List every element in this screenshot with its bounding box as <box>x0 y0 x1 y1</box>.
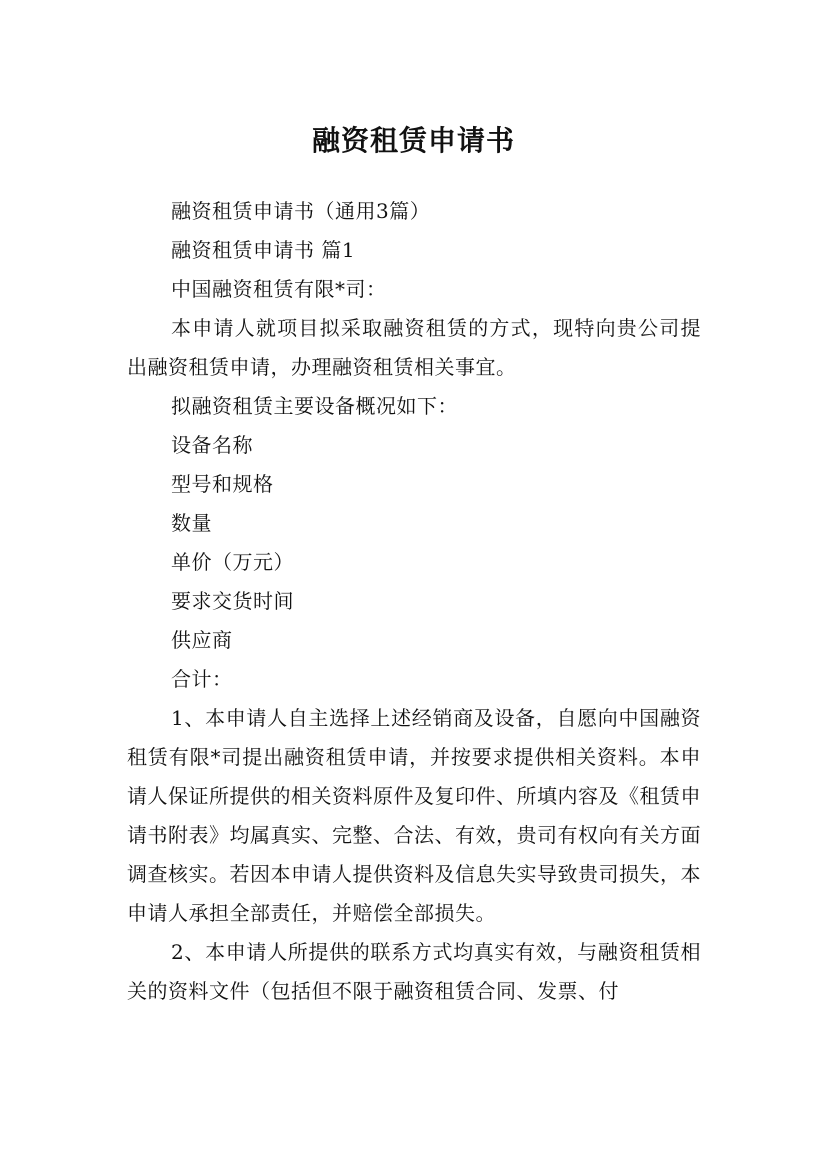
paragraph-clause-2: 2、本申请人所提供的联系方式均真实有效，与融资租赁相关的资料文件（包括但不限于融资租赁合同、发票、付 <box>127 940 701 1003</box>
document-body <box>127 192 701 1011</box>
paragraph-clause-1: 1、本申请人自主选择上述经销商及设备，自愿向中国融资租赁有限*司提出融资租赁申请，并按要求提供相关资料。本申请人保证所提供的相关资料原件及复印件、所填内容及《租赁申请书附表》均属真实、完整、合法、有效，贵司有权向有关方面调查核实。若因本申请人提供资料及信息失实导致贵司损失，本申请人承担全部责任，并赔偿全部损失。 <box>127 706 701 925</box>
paragraph-section-heading: 融资租赁申请书 篇1 <box>171 238 356 262</box>
paragraph-intro: 本申请人就项目拟采取融资租赁的方式，现特向贵公司提出融资租赁申请，办理融资租赁相关事宜。 <box>127 316 701 379</box>
field-supplier: 供应商 <box>171 628 233 652</box>
paragraph-equipment-overview: 拟融资租赁主要设备概况如下： <box>171 394 458 418</box>
paragraph-subtitle: 融资租赁申请书（通用3篇） <box>171 199 431 223</box>
paragraph-addressee: 中国融资租赁有限*司： <box>171 277 387 301</box>
field-model-spec: 型号和规格 <box>171 472 274 496</box>
field-total: 合计： <box>171 667 233 691</box>
field-delivery-time: 要求交货时间 <box>171 589 294 613</box>
field-unit-price: 单价（万元） <box>171 550 294 574</box>
field-equipment-name: 设备名称 <box>171 433 253 457</box>
field-quantity: 数量 <box>171 511 212 535</box>
document-title: 融资租赁申请书 <box>311 123 515 157</box>
